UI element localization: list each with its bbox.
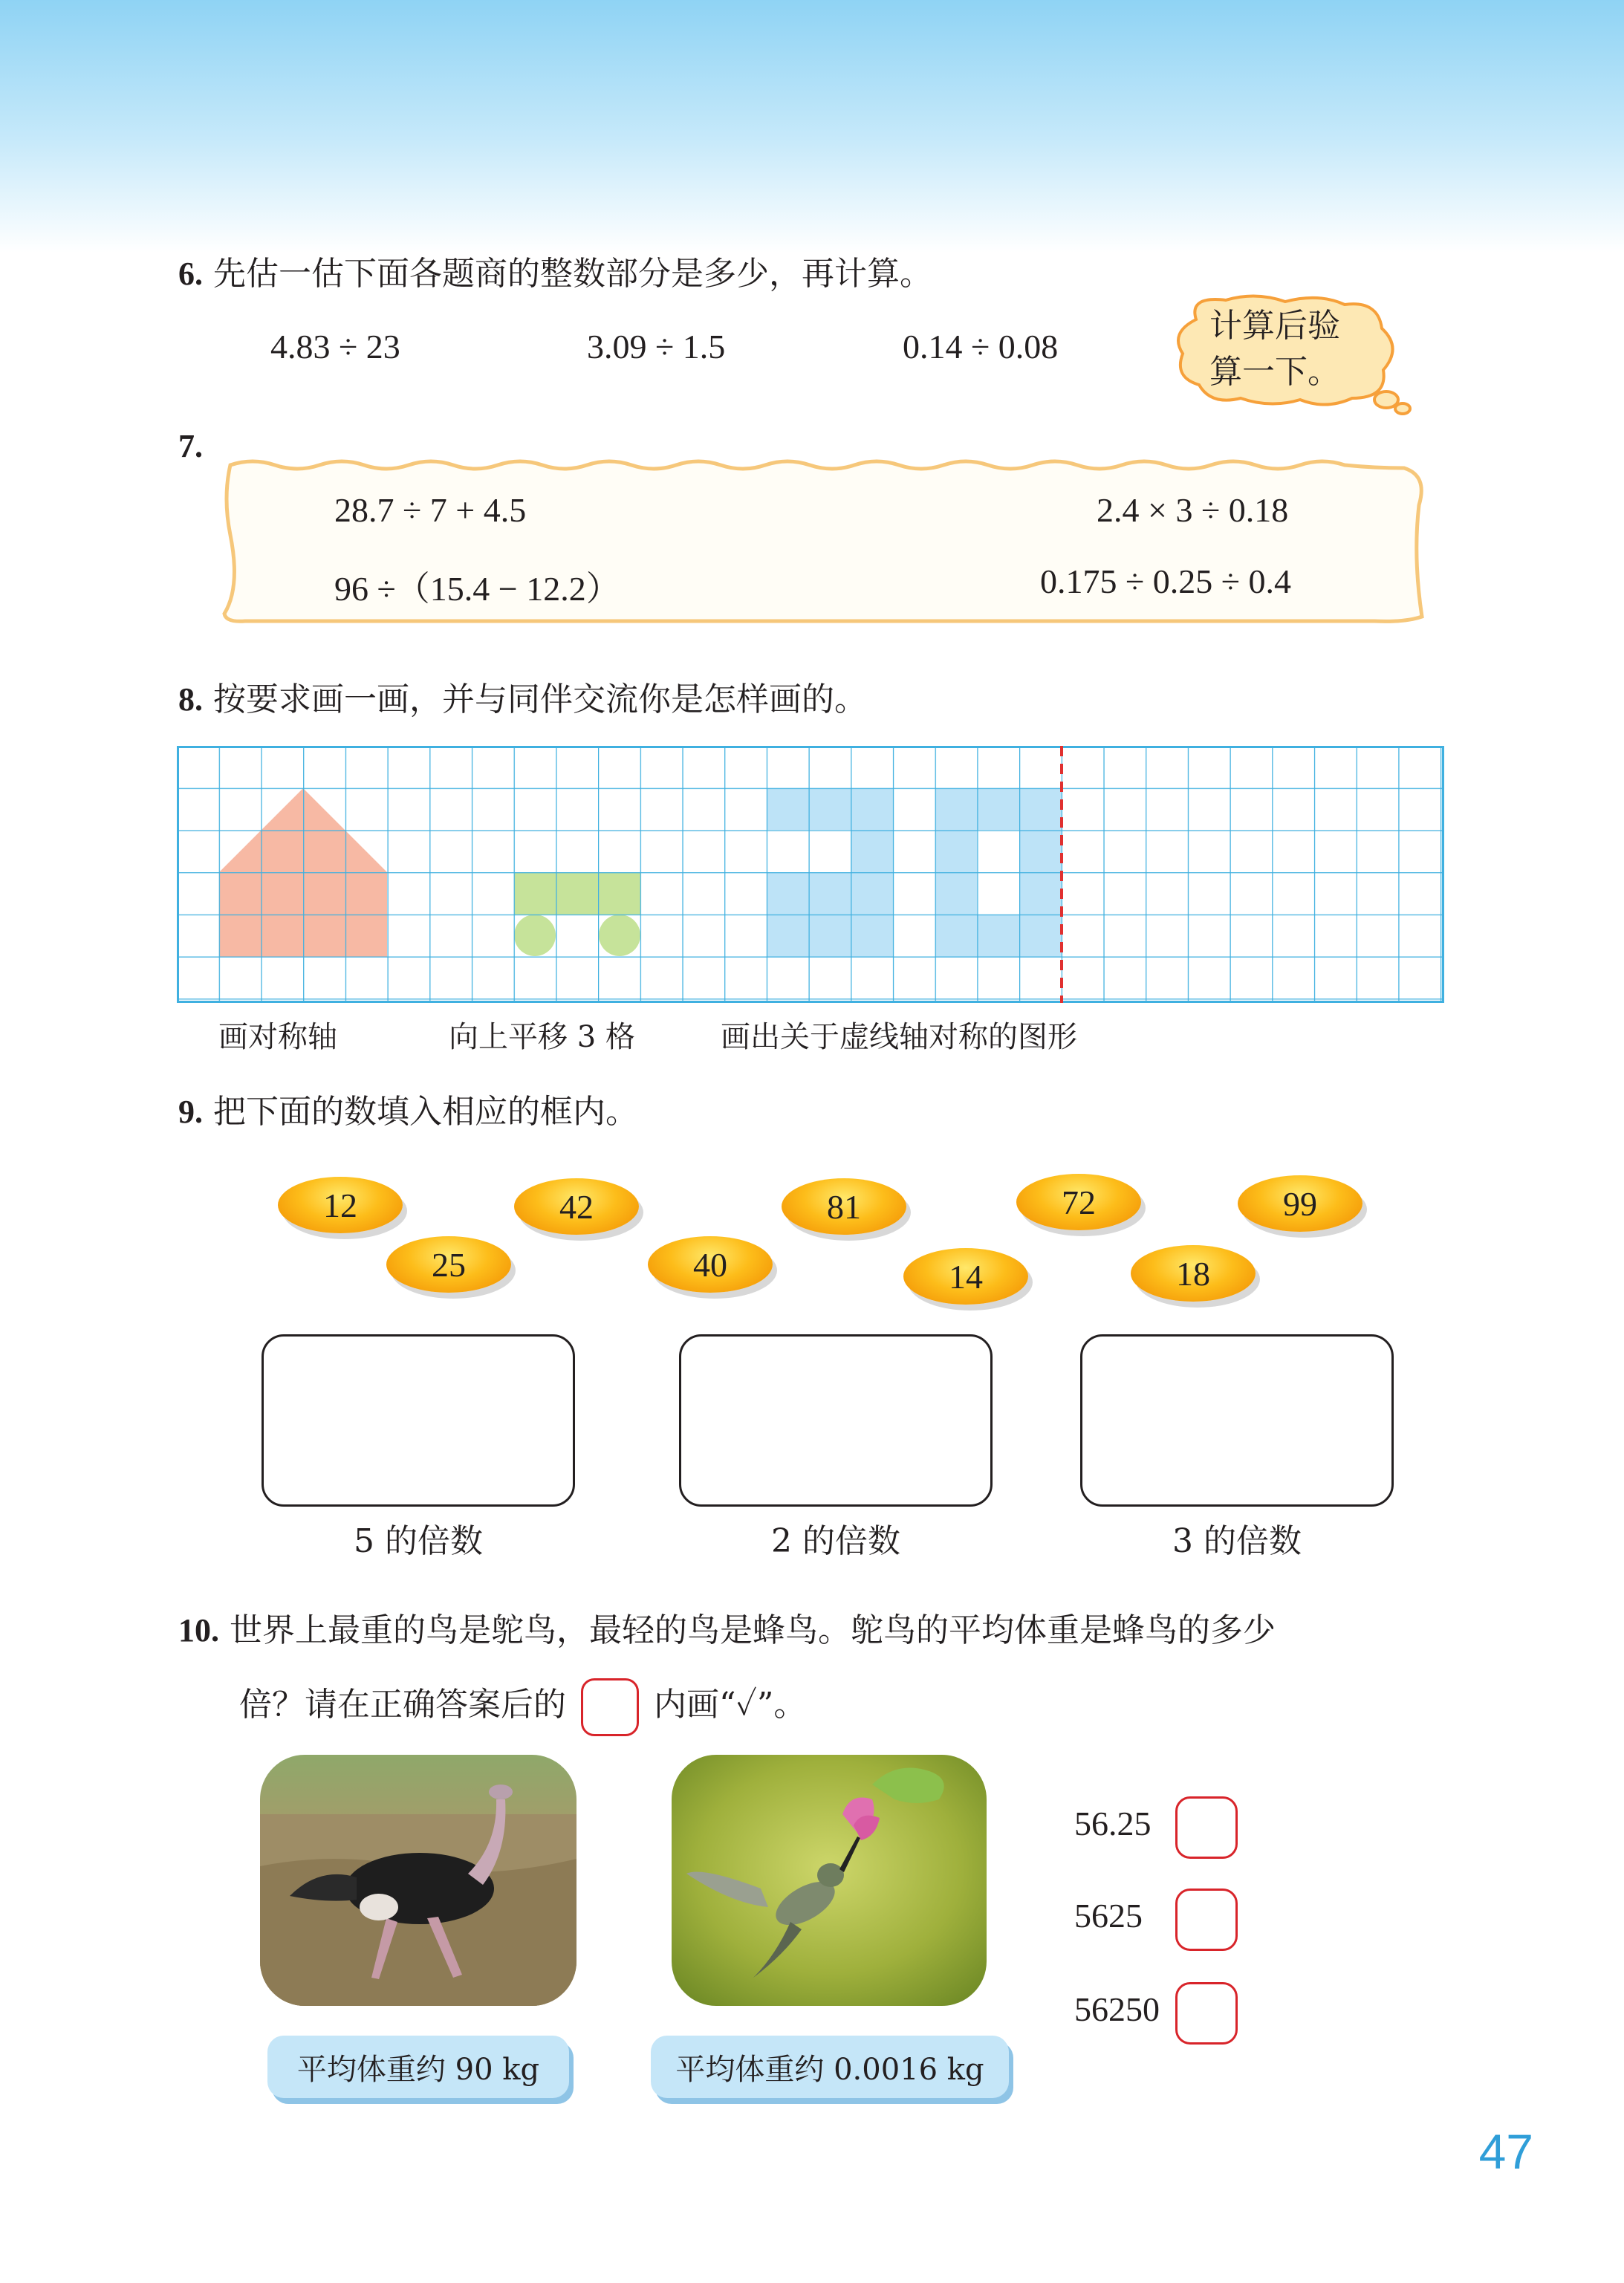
- question-10-line-2: [239, 1678, 806, 1736]
- question-text: 先估一估下面各题商的整数部分是多少，再计算。: [213, 255, 932, 293]
- thought-bubble-text: [1209, 303, 1340, 395]
- question-6: [178, 247, 932, 294]
- expression: 0.175 ÷ 0.25 ÷ 0.4: [1040, 562, 1291, 600]
- page-number: 47: [1478, 2124, 1533, 2179]
- answer-option: 56250: [1074, 1990, 1160, 2028]
- answer-option: 5625: [1074, 1897, 1143, 1935]
- grid-caption: 画对称轴: [218, 1020, 337, 1054]
- question-text: 把下面的数填入相应的框内。: [213, 1093, 638, 1131]
- question-8: [178, 672, 867, 720]
- tip-line: 算一下。: [1209, 353, 1340, 391]
- expression: 3.09 ÷ 1.5: [587, 328, 726, 366]
- answer-box-multiples-of-3[interactable]: [1080, 1334, 1394, 1507]
- question-9: [178, 1085, 638, 1132]
- hummingbird-icon: [672, 1755, 987, 2006]
- inline-answer-box: [581, 1678, 639, 1736]
- grid-caption: 向上平移 3 格: [449, 1020, 635, 1054]
- ostrich-weight-label: 平均体重约 90 kg: [267, 2036, 569, 2098]
- answer-checkbox[interactable]: [1175, 1889, 1238, 1951]
- answer-box-multiples-of-2[interactable]: [679, 1334, 993, 1507]
- question-text: ”。: [756, 1686, 807, 1724]
- box-label: 2 的倍数: [771, 1522, 900, 1560]
- question-text: 倍？请在正确答案后的: [239, 1686, 566, 1724]
- box-label: 3 的倍数: [1172, 1522, 1302, 1560]
- number-bubble[interactable]: 18: [1131, 1245, 1256, 1302]
- ostrich-photo: [260, 1755, 576, 2006]
- answer-box-multiples-of-5[interactable]: [262, 1334, 575, 1507]
- number-bubble[interactable]: 42: [514, 1178, 639, 1235]
- ostrich-icon: [260, 1755, 576, 2006]
- box-label: 5 的倍数: [354, 1522, 483, 1560]
- expression: 0.14 ÷ 0.08: [903, 328, 1059, 366]
- expression: 96 ÷（15.4 − 12.2）: [334, 570, 620, 608]
- hummingbird-photo: [672, 1755, 987, 2006]
- grid-caption: 画出关于虚线轴对称的图形: [721, 1020, 1077, 1054]
- question-number: 8.: [178, 681, 203, 718]
- question-number: 9.: [178, 1094, 203, 1130]
- number-bubble[interactable]: 14: [903, 1248, 1028, 1305]
- question-10: [178, 1603, 1276, 1651]
- number-bubble[interactable]: 99: [1238, 1175, 1362, 1232]
- number-bubble[interactable]: 72: [1016, 1174, 1141, 1230]
- number-bubble[interactable]: 40: [648, 1236, 773, 1293]
- expression: 28.7 ÷ 7 + 4.5: [334, 491, 527, 529]
- question-text: 按要求画一画，并与同伴交流你是怎样画的。: [213, 681, 867, 718]
- question-number: 10.: [178, 1612, 219, 1649]
- answer-option: 56.25: [1074, 1805, 1152, 1842]
- drawing-grid: [177, 746, 1444, 1003]
- question-text: 世界上最重的鸟是鸵鸟，最轻的鸟是蜂鸟。鸵鸟的平均体重是蜂鸟的多少: [230, 1611, 1276, 1649]
- number-bubble[interactable]: 81: [782, 1178, 906, 1235]
- header-band: [0, 0, 1624, 253]
- answer-checkbox[interactable]: [1175, 1796, 1238, 1859]
- question-text: 内画“: [654, 1686, 736, 1724]
- question-number: 6.: [178, 256, 203, 292]
- hummingbird-weight-label: 平均体重约 0.0016 kg: [651, 2036, 1009, 2098]
- check-mark-icon: ✓: [735, 1686, 757, 1724]
- tip-line: 计算后验: [1209, 307, 1340, 345]
- expression: 2.4 × 3 ÷ 0.18: [1097, 491, 1289, 529]
- expression: 4.83 ÷ 23: [270, 328, 400, 366]
- question-7: [178, 427, 203, 465]
- number-bubble[interactable]: 25: [386, 1236, 511, 1293]
- question-number: 7.: [178, 428, 203, 464]
- number-bubble[interactable]: 12: [278, 1177, 403, 1233]
- answer-checkbox[interactable]: [1175, 1982, 1238, 2045]
